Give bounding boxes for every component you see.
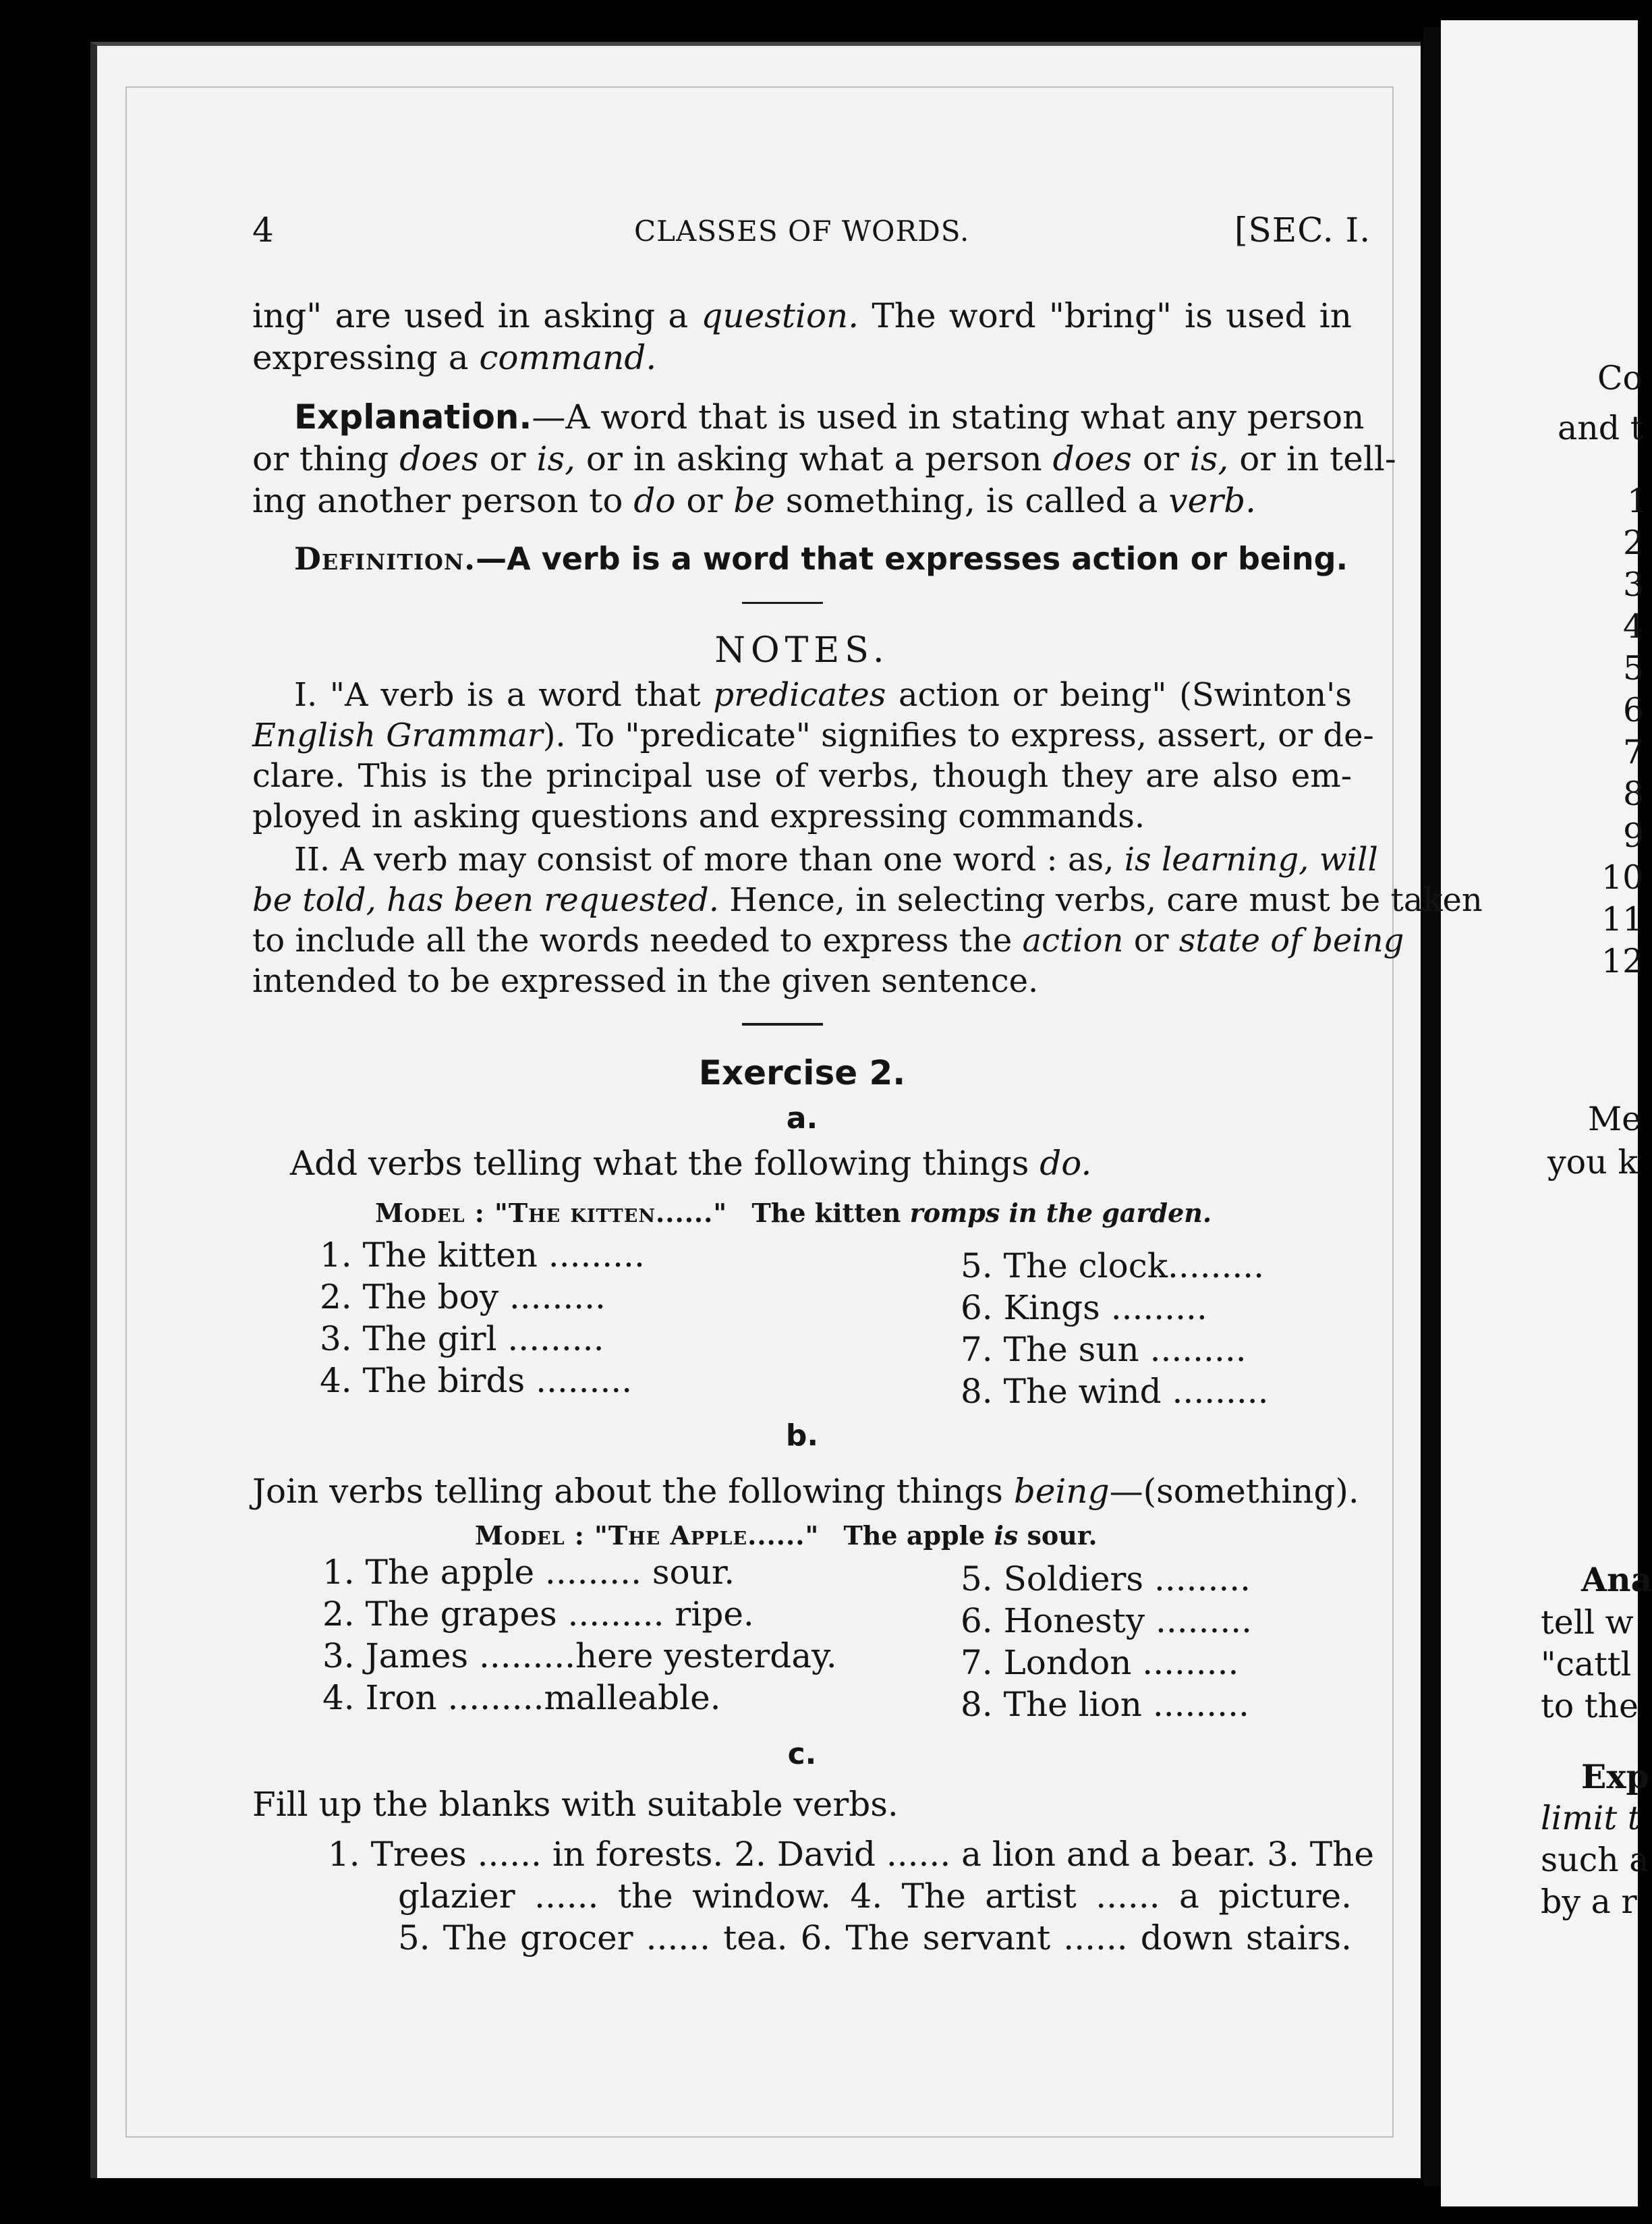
- part-c-line: 5. The grocer ...... tea. 6. The servant ...... down stairs.: [398, 1918, 1352, 1957]
- exercise-item: 6. Honesty .........: [961, 1601, 1253, 1640]
- exercise-item: 1. The kitten .........: [320, 1235, 645, 1275]
- facing-line: 12: [1601, 942, 1644, 980]
- exercise-item: 2. The boy .........: [320, 1277, 606, 1316]
- facing-line: 2: [1623, 524, 1645, 562]
- facing-line: 1: [1627, 482, 1649, 520]
- note-line: II. A verb may consist of more than one word : as, is learning, will: [294, 841, 1378, 879]
- facing-line: tell w: [1541, 1603, 1634, 1642]
- note-line: to include all the words needed to express the action or state of being: [252, 922, 1404, 960]
- definition-label: Definition.: [294, 540, 476, 577]
- divider: [742, 602, 823, 604]
- facing-line: Exp: [1581, 1757, 1649, 1796]
- note-line: intended to be expressed in the given sentence.: [252, 962, 1039, 1000]
- note-line: ployed in asking questions and expressing commands.: [252, 798, 1145, 835]
- exercise-title: Exercise 2.: [698, 1053, 906, 1092]
- exercise-item: 8. The wind .........: [961, 1372, 1269, 1411]
- facing-line: 5: [1623, 649, 1645, 688]
- facing-line: 9: [1623, 816, 1645, 855]
- book-binding: [1423, 27, 1441, 2186]
- part-a-model: Model : "The kitten......" The kitten romps in the garden.: [375, 1198, 1212, 1228]
- facing-line: to the: [1541, 1687, 1639, 1725]
- page-number: 4: [252, 211, 274, 250]
- facing-page: [1441, 20, 1652, 2206]
- facing-line: Me: [1588, 1100, 1642, 1138]
- facing-line: limit t: [1541, 1799, 1641, 1837]
- exercise-item: 7. The sun .........: [961, 1330, 1247, 1369]
- part-a-instruction: Add verbs telling what the following things do.: [290, 1144, 1092, 1183]
- divider: [742, 1023, 823, 1026]
- part-a-label: a.: [786, 1101, 818, 1136]
- exercise-item: 4. Iron .........malleable.: [322, 1678, 721, 1717]
- facing-line: 8: [1623, 775, 1645, 813]
- part-c-label: c.: [787, 1737, 817, 1771]
- facing-line: Co: [1597, 359, 1643, 397]
- part-c-line: glazier ...... the window. 4. The artist ...... a picture.: [398, 1876, 1352, 1916]
- notes-heading: NOTES.: [714, 630, 890, 671]
- explanation-line: Explanation.—A word that is used in stating what any person: [294, 397, 1365, 437]
- note-line: be told, has been requested. Hence, in selecting verbs, care must be taken: [252, 881, 1483, 919]
- note-line: English Grammar). To "predicate" signifies to express, assert, or de-: [252, 717, 1374, 754]
- facing-line: "cattl: [1541, 1645, 1632, 1684]
- explanation-label: Explanation.: [294, 397, 532, 437]
- facing-line: 4: [1623, 607, 1645, 646]
- facing-line: and t: [1558, 409, 1644, 447]
- part-b-model: Model : "The Apple......" The apple is sour.: [475, 1520, 1098, 1551]
- exercise-item: 8. The lion .........: [961, 1685, 1249, 1724]
- exercise-item: 3. James .........here yesterday.: [322, 1636, 837, 1675]
- explanation-line: ing another person to do or be something, is called a verb.: [252, 481, 1256, 520]
- facing-line: 10: [1601, 858, 1644, 897]
- exercise-item: 7. London .........: [961, 1643, 1239, 1682]
- facing-line: Ana: [1581, 1560, 1652, 1599]
- facing-line: you k: [1547, 1143, 1639, 1182]
- facing-line: 6: [1623, 691, 1645, 729]
- part-b-instruction: Join verbs telling about the following things being—(something).: [252, 1472, 1359, 1511]
- facing-line: 7: [1623, 733, 1645, 771]
- body-line: expressing a command.: [252, 338, 657, 377]
- facing-line: 3: [1623, 565, 1645, 604]
- part-c-instruction: Fill up the blanks with suitable verbs.: [252, 1785, 899, 1824]
- definition-line: Definition.—A verb is a word that expresses action or being.: [294, 540, 1348, 577]
- exercise-item: 1. The apple ......... sour.: [322, 1553, 735, 1592]
- exercise-item: 2. The grapes ......... ripe.: [322, 1594, 754, 1634]
- exercise-item: 3. The girl .........: [320, 1319, 604, 1358]
- exercise-item: 5. Soldiers .........: [961, 1559, 1251, 1598]
- note-line: I. "A verb is a word that predicates action or being" (Swinton's: [294, 676, 1352, 714]
- exercise-item: 6. Kings .........: [961, 1288, 1207, 1327]
- exercise-item: 5. The clock.........: [961, 1246, 1265, 1285]
- part-b-label: b.: [785, 1418, 819, 1453]
- running-title: CLASSES OF WORDS.: [634, 215, 970, 248]
- body-line: ing" are used in asking a question. The word "bring" is used in: [252, 296, 1352, 335]
- section-label: [SEC. I.: [1234, 211, 1371, 250]
- part-c-line: 1. Trees ...... in forests. 2. David ...... a lion and a bear. 3. The: [328, 1835, 1374, 1874]
- explanation-line: or thing does or is, or in asking what a person does or is, or in tell-: [252, 439, 1396, 478]
- note-line: clare. This is the principal use of verbs, though they are also em-: [252, 757, 1352, 795]
- facing-line: 11: [1601, 900, 1644, 939]
- exercise-item: 4. The birds .........: [320, 1361, 633, 1400]
- facing-line: by a r: [1541, 1883, 1637, 1921]
- facing-line: such a: [1541, 1841, 1649, 1879]
